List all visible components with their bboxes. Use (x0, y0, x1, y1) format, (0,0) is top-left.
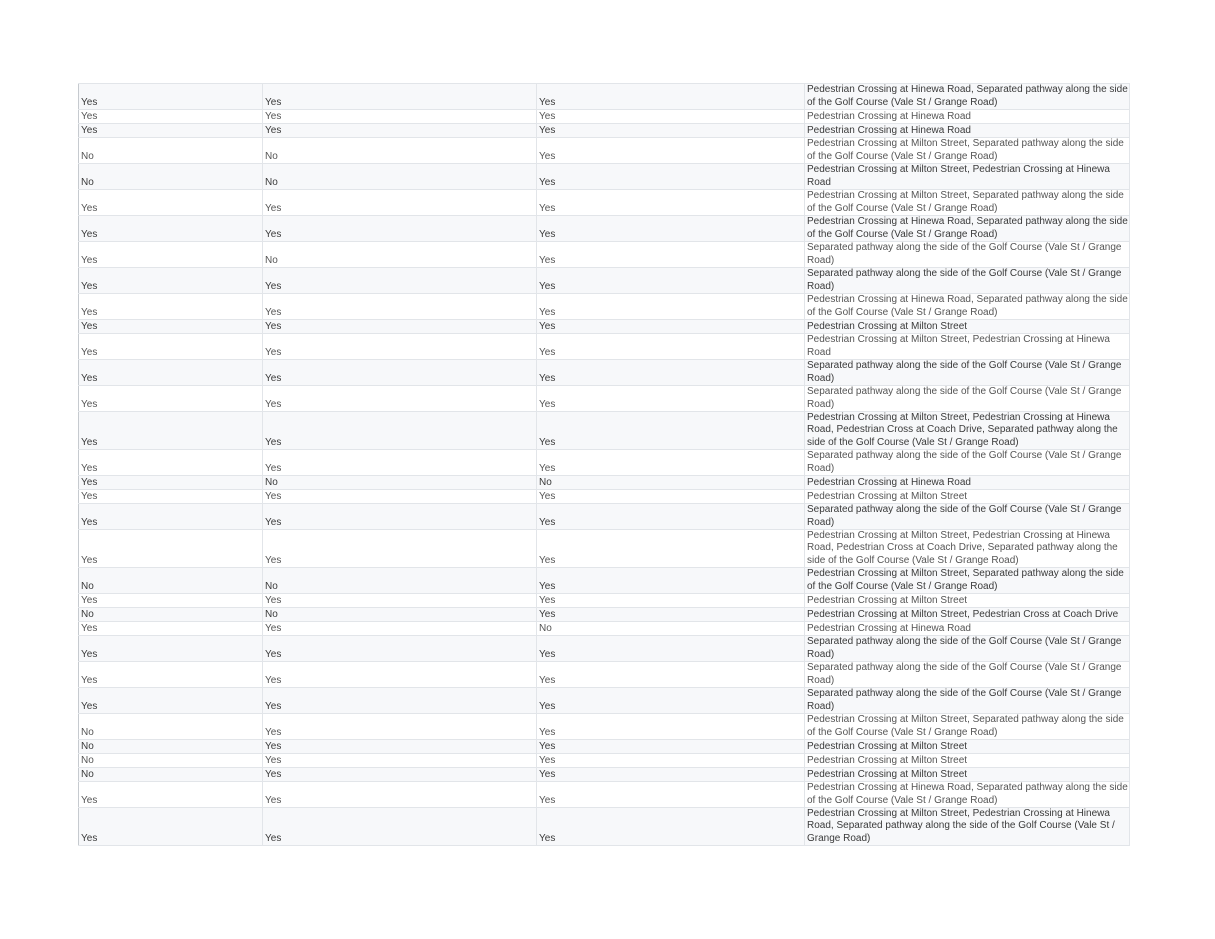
table-cell: Yes (263, 622, 537, 636)
table-cell: Yes (79, 110, 263, 124)
table-cell: No (79, 608, 263, 622)
table-cell: Separated pathway along the side of the Golf Course (Vale St / Grange Road) (805, 242, 1130, 268)
table-cell: Separated pathway along the side of the Golf Course (Vale St / Grange Road) (805, 504, 1130, 530)
table-cell: Yes (537, 808, 805, 846)
table-cell: Yes (79, 688, 263, 714)
table-cell: Yes (79, 268, 263, 294)
table-cell: Yes (79, 216, 263, 242)
table-row (79, 636, 1130, 662)
table-cell: Pedestrian Crossing at Hinewa Road (805, 476, 1130, 490)
table-cell: Pedestrian Crossing at Hinewa Road, Separated pathway along the side of the Golf Course (Vale St / Grange Road) (805, 294, 1130, 320)
table-cell: Yes (79, 450, 263, 476)
table-cell: Yes (263, 386, 537, 412)
table-cell: Yes (79, 662, 263, 688)
table-cell: Yes (263, 714, 537, 740)
table-row (79, 768, 1130, 782)
table-cell: Yes (263, 334, 537, 360)
table-cell: Pedestrian Crossing at Hinewa Road (805, 622, 1130, 636)
table-cell: Pedestrian Crossing at Milton Street, Separated pathway along the side of the Golf Course (Vale St / Grange Road) (805, 568, 1130, 594)
table-cell: Yes (537, 714, 805, 740)
table-cell: Yes (79, 636, 263, 662)
table-cell: Yes (263, 450, 537, 476)
table-row (79, 190, 1130, 216)
table-cell: Yes (537, 294, 805, 320)
table-cell: Pedestrian Crossing at Milton Street (805, 320, 1130, 334)
table-cell: No (263, 608, 537, 622)
table-cell: Yes (537, 164, 805, 190)
table-cell: Pedestrian Crossing at Milton Street, Pedestrian Cross at Coach Drive (805, 608, 1130, 622)
table-cell: Yes (79, 412, 263, 450)
table-cell: Yes (263, 124, 537, 138)
table-cell: Pedestrian Crossing at Milton Street, Pedestrian Crossing at Hinewa Road, Separated pathway along the side of the Golf Course (Vale St / Grange Road) (805, 808, 1130, 846)
table-row (79, 450, 1130, 476)
table-row (79, 216, 1130, 242)
table-row (79, 782, 1130, 808)
table-row (79, 138, 1130, 164)
table-row (79, 412, 1130, 450)
table-row (79, 504, 1130, 530)
table-cell: Pedestrian Crossing at Hinewa Road, Separated pathway along the side of the Golf Course (Vale St / Grange Road) (805, 84, 1130, 110)
table-cell: Pedestrian Crossing at Milton Street (805, 594, 1130, 608)
table-cell: Yes (537, 320, 805, 334)
table-cell: No (79, 714, 263, 740)
table-cell: Yes (79, 334, 263, 360)
table-cell: Yes (537, 216, 805, 242)
table-cell: Yes (263, 754, 537, 768)
table-cell: Separated pathway along the side of the Golf Course (Vale St / Grange Road) (805, 688, 1130, 714)
table-cell: No (537, 622, 805, 636)
table-cell: Yes (263, 110, 537, 124)
table-cell: Yes (79, 594, 263, 608)
table-row (79, 334, 1130, 360)
table-cell: Yes (537, 386, 805, 412)
table-row (79, 110, 1130, 124)
table-row (79, 360, 1130, 386)
table-cell: Pedestrian Crossing at Milton Street, Pedestrian Crossing at Hinewa Road, Pedestrian Cross at Coach Drive, Separated pathway along the side of the Golf Course (Vale St / Grange Road) (805, 530, 1130, 568)
table-cell: Pedestrian Crossing at Hinewa Road (805, 110, 1130, 124)
table-cell: No (537, 476, 805, 490)
table-cell: Yes (79, 84, 263, 110)
table-row (79, 622, 1130, 636)
table-cell: Yes (537, 450, 805, 476)
table-cell: Separated pathway along the side of the Golf Course (Vale St / Grange Road) (805, 636, 1130, 662)
table-cell: No (263, 164, 537, 190)
table-cell: Separated pathway along the side of the Golf Course (Vale St / Grange Road) (805, 662, 1130, 688)
table-cell: Separated pathway along the side of the Golf Course (Vale St / Grange Road) (805, 386, 1130, 412)
table-cell: Yes (537, 740, 805, 754)
table-cell: No (79, 568, 263, 594)
table-cell: Yes (79, 808, 263, 846)
table-cell: Yes (263, 84, 537, 110)
table-body (79, 84, 1130, 846)
data-table (78, 83, 1130, 846)
table-row (79, 662, 1130, 688)
table-cell: Yes (79, 242, 263, 268)
table-cell: Yes (263, 490, 537, 504)
table-row (79, 164, 1130, 190)
table-cell: Yes (537, 768, 805, 782)
table-cell: Yes (263, 504, 537, 530)
table-cell: Pedestrian Crossing at Milton Street (805, 740, 1130, 754)
table-cell: Yes (79, 622, 263, 636)
table-cell: Yes (79, 386, 263, 412)
table-row (79, 490, 1130, 504)
table-cell: Yes (537, 504, 805, 530)
table-cell: Pedestrian Crossing at Milton Street, Pedestrian Crossing at Hinewa Road (805, 334, 1130, 360)
table-row (79, 714, 1130, 740)
table-cell: Yes (79, 124, 263, 138)
table-row (79, 268, 1130, 294)
table-row (79, 386, 1130, 412)
table-cell: No (263, 568, 537, 594)
table-cell: No (263, 138, 537, 164)
table-cell: Yes (263, 360, 537, 386)
table-cell: Pedestrian Crossing at Milton Street, Pedestrian Crossing at Hinewa Road, Pedestrian Cross at Coach Drive, Separated pathway along the side of the Golf Course (Vale St / Grange Road) (805, 412, 1130, 450)
table-cell: No (263, 242, 537, 268)
table-cell: Yes (537, 360, 805, 386)
table-cell: Yes (263, 688, 537, 714)
table-cell: Yes (537, 334, 805, 360)
table-cell: Pedestrian Crossing at Milton Street (805, 754, 1130, 768)
table-cell: Pedestrian Crossing at Milton Street, Separated pathway along the side of the Golf Course (Vale St / Grange Road) (805, 190, 1130, 216)
table-cell: Yes (537, 268, 805, 294)
table-row (79, 754, 1130, 768)
table-cell: Separated pathway along the side of the Golf Course (Vale St / Grange Road) (805, 360, 1130, 386)
table-cell: No (79, 164, 263, 190)
table-cell: Yes (263, 530, 537, 568)
table-cell: Yes (263, 636, 537, 662)
table-cell: Yes (79, 320, 263, 334)
table-cell: Yes (263, 294, 537, 320)
table-cell: Yes (79, 504, 263, 530)
table-cell: Yes (537, 412, 805, 450)
table-cell: No (79, 754, 263, 768)
table-row (79, 320, 1130, 334)
table-cell: Pedestrian Crossing at Hinewa Road, Separated pathway along the side of the Golf Course (Vale St / Grange Road) (805, 782, 1130, 808)
table-cell: Yes (263, 190, 537, 216)
table-cell: Yes (537, 138, 805, 164)
table-cell: Yes (537, 688, 805, 714)
table-cell: Yes (79, 476, 263, 490)
table-cell: Yes (537, 782, 805, 808)
table-cell: Pedestrian Crossing at Hinewa Road, Separated pathway along the side of the Golf Course (Vale St / Grange Road) (805, 216, 1130, 242)
table-cell: Yes (537, 110, 805, 124)
table-cell: Yes (263, 782, 537, 808)
table-cell: Yes (263, 216, 537, 242)
table-cell: Yes (263, 740, 537, 754)
table-row (79, 124, 1130, 138)
table-cell: Yes (537, 608, 805, 622)
table-cell: Yes (79, 782, 263, 808)
table-row (79, 84, 1130, 110)
table-row (79, 608, 1130, 622)
table-cell: Pedestrian Crossing at Milton Street, Separated pathway along the side of the Golf Course (Vale St / Grange Road) (805, 714, 1130, 740)
table-cell: Pedestrian Crossing at Milton Street, Pedestrian Crossing at Hinewa Road (805, 164, 1130, 190)
table-cell: Yes (263, 808, 537, 846)
table-row (79, 808, 1130, 846)
table-row (79, 294, 1130, 320)
table-cell: Separated pathway along the side of the Golf Course (Vale St / Grange Road) (805, 268, 1130, 294)
table-cell: Yes (537, 84, 805, 110)
table-cell: Yes (263, 412, 537, 450)
table-cell: Yes (537, 754, 805, 768)
table-row (79, 740, 1130, 754)
table-cell: Yes (263, 268, 537, 294)
table-cell: Yes (79, 294, 263, 320)
table-row (79, 476, 1130, 490)
table-row (79, 688, 1130, 714)
table-cell: Yes (263, 662, 537, 688)
table-cell: Yes (537, 568, 805, 594)
table-cell: Pedestrian Crossing at Hinewa Road (805, 124, 1130, 138)
table-cell: Yes (79, 360, 263, 386)
table-cell: Yes (537, 636, 805, 662)
table-cell: No (263, 476, 537, 490)
table-row (79, 242, 1130, 268)
table-cell: No (79, 740, 263, 754)
table-cell: Yes (79, 190, 263, 216)
table-cell: Yes (537, 490, 805, 504)
table-cell: Pedestrian Crossing at Milton Street (805, 490, 1130, 504)
table-cell: Yes (537, 190, 805, 216)
table-row (79, 594, 1130, 608)
table-cell: Yes (79, 530, 263, 568)
table-cell: No (79, 768, 263, 782)
table-cell: Yes (537, 530, 805, 568)
table-cell: Yes (263, 768, 537, 782)
table-cell: Yes (537, 124, 805, 138)
table-cell: Pedestrian Crossing at Milton Street, Separated pathway along the side of the Golf Course (Vale St / Grange Road) (805, 138, 1130, 164)
table-cell: Yes (537, 594, 805, 608)
table-cell: Yes (537, 662, 805, 688)
table-cell: Yes (79, 490, 263, 504)
table-cell: Separated pathway along the side of the Golf Course (Vale St / Grange Road) (805, 450, 1130, 476)
table-row (79, 530, 1130, 568)
table-cell: Yes (263, 320, 537, 334)
table-cell: No (79, 138, 263, 164)
table-row (79, 568, 1130, 594)
table-cell: Pedestrian Crossing at Milton Street (805, 768, 1130, 782)
table-cell: Yes (537, 242, 805, 268)
table-cell: Yes (263, 594, 537, 608)
